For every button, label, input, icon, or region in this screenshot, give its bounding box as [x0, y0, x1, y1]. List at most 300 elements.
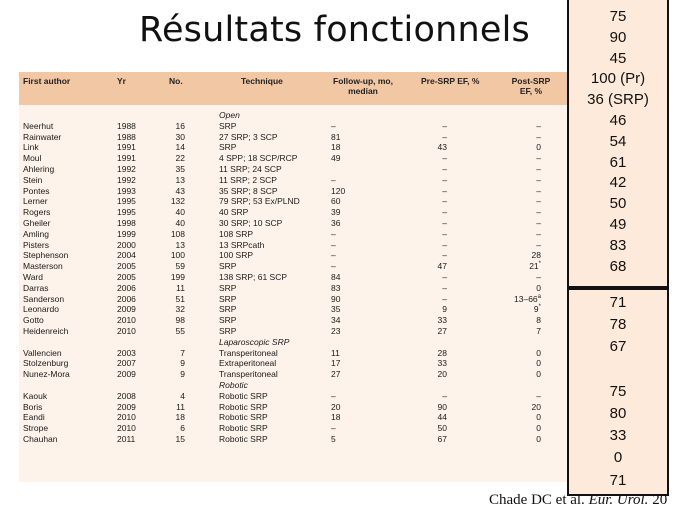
ef-value: 75	[609, 382, 627, 400]
cell-author	[23, 218, 50, 229]
cell-no-text: 13	[175, 174, 185, 185]
cell-technique	[219, 121, 236, 132]
cell-yr-text: 2010	[117, 315, 136, 326]
cell-author-text: Pontes	[23, 185, 50, 196]
cell-fu-text: 11	[331, 347, 340, 358]
cell-no	[159, 369, 185, 380]
cell-pre	[419, 294, 447, 305]
cell-no-text: 55	[175, 326, 185, 336]
cell-yr	[117, 326, 136, 337]
cell-technique-text: 30 SRP; 10 SCP	[219, 218, 283, 228]
cell-fu	[331, 207, 340, 218]
cell-yr-text: 2006	[117, 293, 136, 304]
cell-technique-text: Robotic SRP	[219, 423, 268, 434]
table-row	[19, 153, 568, 164]
cell-pre-text: 44	[437, 412, 447, 423]
cell-pre-text: –	[442, 120, 447, 131]
cell-pre-text: 90	[437, 401, 447, 412]
cell-yr-text: 2010	[117, 412, 136, 423]
cell-no-text: 40	[175, 207, 185, 218]
cell-author	[23, 326, 68, 337]
section-label-row	[19, 110, 568, 121]
cell-yr-text: 1992	[117, 174, 136, 185]
footnote-marker: *	[538, 304, 541, 311]
cell-yr-text: 1991	[117, 153, 136, 164]
cell-post	[509, 326, 541, 337]
cell-yr	[117, 121, 136, 132]
cell-fu	[331, 272, 340, 283]
cell-fu	[331, 358, 340, 369]
cell-fu-text: 20	[331, 401, 341, 412]
cell-fu	[331, 294, 340, 305]
cell-fu	[331, 369, 340, 380]
cell-technique	[219, 272, 287, 283]
cell-pre-text: –	[442, 131, 447, 142]
cell-yr	[117, 369, 136, 380]
cell-no-text: 35	[175, 164, 185, 174]
cell-author-text: Gotto	[23, 315, 44, 326]
cell-fu	[331, 348, 340, 359]
cell-yr-text: 2000	[117, 239, 136, 250]
cell-post-text: –	[536, 390, 541, 401]
cell-author-text: Masterson	[23, 261, 63, 272]
cell-technique-text: SRP	[219, 315, 237, 326]
cell-technique-text: 11 SRP; 2 SCP	[219, 174, 277, 185]
cell-fu	[331, 218, 340, 229]
cell-post-text: 0	[536, 358, 541, 369]
cell-author	[23, 142, 39, 153]
cell-post-text: –	[536, 153, 541, 164]
cell-technique-text: Robotic SRP	[219, 401, 268, 412]
cell-fu	[331, 250, 336, 261]
cell-yr-text: 2009	[117, 304, 136, 315]
cell-yr	[117, 412, 136, 423]
cell-yr-text: 1991	[117, 142, 136, 153]
cell-post-text: 7	[536, 326, 541, 336]
cell-pre-text: 67	[437, 434, 447, 444]
cell-yr	[117, 207, 136, 218]
cell-technique-text: 79 SRP; 53 Ex/PLND	[219, 196, 300, 207]
cell-no	[159, 261, 185, 272]
cell-post	[509, 240, 541, 251]
cell-post	[509, 358, 541, 369]
cell-post	[509, 391, 541, 402]
ef-value: 71	[609, 471, 627, 489]
header-followup: Follow-up, mo, median	[333, 76, 393, 96]
cell-pre	[419, 229, 447, 240]
cell-fu	[331, 175, 336, 186]
cell-technique	[219, 326, 236, 337]
cell-pre-text: –	[442, 218, 447, 228]
cell-yr-text: 2011	[117, 434, 136, 444]
cell-no	[159, 153, 185, 164]
cell-yr	[117, 358, 136, 369]
cell-yr-text: 2004	[117, 250, 136, 261]
cell-yr-text: 2006	[117, 282, 136, 293]
cell-yr-text: 1988	[117, 120, 136, 131]
table-row	[19, 315, 568, 326]
cell-post	[509, 402, 541, 413]
cell-yr	[117, 261, 136, 272]
cell-yr-text: 2008	[117, 390, 136, 401]
cell-fu	[331, 434, 336, 445]
table-row	[19, 272, 568, 283]
cell-pre	[419, 348, 447, 359]
cell-post-text: –	[536, 174, 541, 185]
cell-author-text: Nunez-Mora	[23, 369, 70, 380]
cell-post	[509, 175, 541, 186]
cell-fu-text: 120	[331, 185, 346, 196]
table-row	[19, 186, 568, 197]
cell-post-text: –	[536, 131, 541, 142]
cell-technique	[219, 294, 236, 305]
table-row	[19, 283, 568, 294]
cell-technique-text: Robotic SRP	[219, 412, 268, 423]
cell-technique-text: Robotic SRP	[219, 390, 268, 401]
cell-yr	[117, 229, 136, 240]
table-row	[19, 358, 568, 369]
cell-pre-text: –	[442, 228, 447, 239]
cell-post	[509, 369, 541, 380]
cell-pre	[419, 164, 447, 175]
cell-no	[159, 142, 185, 153]
cell-post-text: 0	[536, 412, 541, 423]
cell-author	[23, 391, 47, 402]
cell-yr	[117, 196, 136, 207]
cell-technique	[219, 207, 248, 218]
header-author: First author	[23, 76, 71, 86]
results-table	[19, 72, 568, 482]
cell-technique	[219, 250, 253, 261]
cell-post-text: 0	[536, 369, 541, 380]
cell-no	[159, 272, 185, 283]
cell-post-text: 0	[536, 347, 541, 358]
slide-title: Résultats fonctionnels	[139, 10, 530, 50]
cell-yr-text: 1999	[117, 228, 136, 239]
cell-pre	[419, 207, 447, 218]
cell-fu	[331, 423, 336, 434]
cell-fu	[331, 283, 340, 294]
cell-author-text: Stephenson	[23, 250, 69, 261]
cell-pre	[419, 186, 447, 197]
cell-technique	[219, 218, 282, 229]
cell-pre	[419, 412, 447, 423]
cell-no-text: 100	[170, 250, 185, 261]
table-row	[19, 218, 568, 229]
cell-post-text: 0	[536, 434, 541, 444]
citation-journal: Eur. Urol.	[588, 492, 649, 508]
cell-no-text: 98	[175, 315, 185, 326]
cell-no	[159, 402, 185, 413]
cell-yr	[117, 218, 136, 229]
cell-no	[159, 434, 185, 445]
cell-fu-text: –	[331, 250, 336, 261]
cell-pre-text: 27	[437, 326, 447, 336]
cell-author	[23, 229, 49, 240]
cell-yr	[117, 402, 136, 413]
cell-fu-text: 27	[331, 369, 341, 380]
cell-technique	[219, 164, 282, 175]
cell-technique-text: SRP	[219, 142, 237, 153]
cell-pre	[419, 369, 447, 380]
table-row	[19, 196, 568, 207]
cell-author	[23, 294, 64, 305]
cell-fu-text: 60	[331, 196, 341, 207]
cell-technique-text: Robotic SRP	[219, 434, 268, 444]
header-technique: Technique	[241, 76, 283, 86]
cell-yr	[117, 153, 136, 164]
cell-fu	[331, 132, 340, 143]
cell-pre-text: 9	[442, 304, 447, 315]
cell-post-text: 0	[536, 423, 541, 434]
cell-post	[509, 229, 541, 240]
header-yr: Yr	[117, 76, 126, 86]
cell-post	[509, 186, 541, 197]
table-row	[19, 121, 568, 132]
cell-yr-text: 1995	[117, 196, 136, 207]
cell-technique	[219, 315, 236, 326]
cell-yr	[117, 186, 136, 197]
cell-yr	[117, 132, 136, 143]
cell-post-text: 28	[531, 250, 541, 261]
cell-fu-text: –	[331, 261, 336, 272]
cell-no-text: 16	[175, 120, 185, 131]
cell-no	[159, 304, 185, 315]
cell-author-text: Pisters	[23, 239, 49, 250]
cell-author	[23, 164, 54, 175]
cell-fu-text: 36	[331, 218, 341, 228]
table-row	[19, 207, 568, 218]
cell-post-text: 0	[536, 282, 541, 293]
cell-no	[159, 250, 185, 261]
cell-fu-text: 18	[331, 142, 341, 153]
cell-no-text: 11	[176, 401, 185, 412]
ef-value: 0	[613, 449, 623, 467]
cell-post	[509, 272, 541, 283]
cell-author	[23, 412, 45, 423]
cell-post-text: 0	[536, 142, 541, 153]
cell-pre	[419, 240, 447, 251]
cell-post-text: –	[536, 196, 541, 207]
cell-fu-text: 34	[331, 315, 341, 326]
cell-author	[23, 348, 62, 359]
ef-value: 68	[609, 257, 627, 275]
cell-post-text: 13–66	[514, 293, 538, 304]
cell-post-text: 21	[529, 261, 539, 272]
cell-no	[159, 423, 185, 434]
cell-no-text: 4	[180, 390, 185, 401]
cell-author-text: Rogers	[23, 207, 51, 218]
cell-technique-text: 108 SRP	[219, 228, 254, 239]
cell-author	[23, 402, 42, 413]
cell-pre	[419, 283, 447, 294]
cell-pre-text: –	[442, 272, 447, 282]
table-row	[19, 142, 568, 153]
table-row	[19, 402, 568, 413]
cell-post-text: –	[536, 272, 541, 282]
cell-author-text: Moul	[23, 153, 42, 164]
cell-post-text: 8	[536, 315, 541, 326]
cell-author-text: Amling	[23, 228, 49, 239]
cell-pre-text: –	[442, 250, 447, 261]
cell-yr-text: 2005	[117, 261, 136, 272]
cell-no-text: 14	[175, 142, 185, 153]
cell-no-text: 11	[176, 282, 185, 293]
cell-technique-text: SRP	[219, 282, 237, 293]
ef-value: 46	[609, 112, 627, 129]
cell-fu-text: 49	[331, 153, 341, 164]
cell-post	[509, 196, 541, 207]
cell-technique-text: Extraperitoneal	[219, 358, 277, 369]
cell-pre	[419, 196, 447, 207]
cell-author	[23, 153, 41, 164]
cell-author-text: Ahlering	[23, 164, 55, 174]
ef-value: 61	[609, 153, 627, 171]
cell-pre-text: –	[442, 185, 447, 196]
cell-no-text: 6	[180, 423, 185, 434]
cell-pre	[419, 142, 447, 153]
cell-author	[23, 272, 43, 283]
cell-author-text: Strope	[23, 423, 49, 434]
cell-fu-text: 83	[331, 282, 341, 293]
cell-no	[159, 121, 185, 132]
cell-no-text: 9	[180, 369, 185, 380]
cell-fu	[331, 391, 336, 402]
table-header	[19, 72, 568, 105]
cell-no	[159, 326, 185, 337]
cell-fu	[331, 315, 340, 326]
cell-author	[23, 261, 63, 272]
cell-pre	[419, 153, 447, 164]
cell-technique-text: SRP	[219, 326, 237, 336]
cell-fu	[331, 142, 340, 153]
ef-value: 78	[609, 316, 627, 334]
cell-no-text: 15	[175, 434, 185, 444]
cell-post	[509, 304, 541, 315]
cell-author-text: Sanderson	[23, 293, 65, 304]
cell-pre	[419, 391, 447, 402]
cell-technique-text: Transperitoneal	[219, 369, 278, 380]
cell-technique	[219, 391, 268, 402]
cell-yr	[117, 423, 136, 434]
cell-yr	[117, 240, 136, 251]
cell-author	[23, 283, 49, 294]
cell-pre	[419, 218, 447, 229]
cell-pre-text: –	[442, 153, 447, 164]
cell-post	[509, 294, 541, 305]
header-pre: Pre-SRP EF, %	[421, 76, 480, 86]
cell-fu-text: 81	[331, 131, 341, 142]
cell-fu	[331, 326, 340, 337]
cell-technique	[219, 402, 268, 413]
cell-no	[159, 186, 185, 197]
table-row	[19, 326, 568, 337]
cell-fu-text: 39	[331, 207, 341, 218]
cell-no-text: 51	[175, 293, 185, 304]
section-label-row	[19, 337, 568, 348]
cell-technique-text: SRP	[219, 304, 237, 315]
cell-yr-text: 2010	[117, 326, 136, 336]
cell-pre	[419, 250, 447, 261]
cell-author	[23, 358, 68, 369]
cell-author-text: Gheiler	[23, 218, 51, 228]
cell-fu-text: 90	[331, 293, 341, 304]
cell-technique-text: 13 SRPcath	[219, 239, 265, 250]
cell-pre	[419, 315, 447, 326]
cell-technique	[219, 423, 268, 434]
cell-no-text: 18	[175, 412, 185, 423]
cell-pre	[419, 423, 447, 434]
cell-yr	[117, 272, 136, 283]
cell-pre-text: –	[442, 207, 447, 218]
cell-no	[159, 132, 185, 143]
cell-post-text: 20	[531, 401, 541, 412]
table-row	[19, 391, 568, 402]
cell-technique	[219, 186, 278, 197]
cell-yr	[117, 175, 136, 186]
table-row	[19, 175, 568, 186]
cell-pre	[419, 175, 447, 186]
cell-technique-text: 100 SRP	[219, 250, 254, 261]
cell-technique	[219, 369, 278, 380]
cell-yr	[117, 434, 135, 445]
cell-fu-text: –	[331, 390, 336, 401]
cell-post	[509, 423, 541, 434]
cell-author	[23, 369, 70, 380]
table-row	[19, 304, 568, 315]
cell-yr-text: 2010	[117, 423, 136, 434]
cell-author	[23, 315, 44, 326]
cell-no	[159, 196, 185, 207]
ef-value: 50	[609, 195, 627, 213]
cell-yr-text: 1998	[117, 218, 136, 228]
cell-yr	[117, 142, 136, 153]
cell-post	[509, 132, 541, 143]
cell-pre-text: 47	[437, 261, 447, 272]
cell-fu	[331, 261, 336, 272]
cell-author-text: Lerner	[23, 196, 48, 207]
cell-author-text: Stolzenburg	[23, 358, 69, 369]
ef-value: 71	[609, 294, 627, 311]
cell-post-text: –	[536, 120, 541, 131]
cell-post	[509, 261, 541, 272]
cell-technique-text: 27 SRP; 3 SCP	[219, 131, 278, 142]
cell-author	[23, 121, 53, 132]
cell-technique	[219, 261, 236, 272]
cell-technique	[219, 142, 236, 153]
cell-no	[159, 164, 185, 175]
cell-post-text: –	[536, 239, 541, 250]
citation-authors: Chade DC et al.	[489, 492, 589, 508]
cell-fu	[331, 402, 340, 413]
cell-technique-text: SRP	[219, 120, 237, 131]
cell-fu	[331, 121, 336, 132]
cell-author-text: Kaouk	[23, 390, 48, 401]
cell-technique-text: Transperitoneal	[219, 347, 278, 358]
cell-yr-text: 2009	[117, 369, 136, 380]
cell-yr	[117, 283, 136, 294]
cell-yr	[117, 391, 136, 402]
cell-yr	[117, 294, 136, 305]
ef-value: 42	[609, 174, 627, 192]
cell-post	[509, 348, 541, 359]
cell-pre-text: –	[442, 164, 447, 174]
cell-pre-text: –	[442, 239, 447, 250]
cell-yr	[117, 250, 136, 261]
cell-pre-text: –	[442, 174, 447, 185]
cell-author-text: Vallencien	[23, 347, 62, 358]
cell-no	[159, 294, 185, 305]
